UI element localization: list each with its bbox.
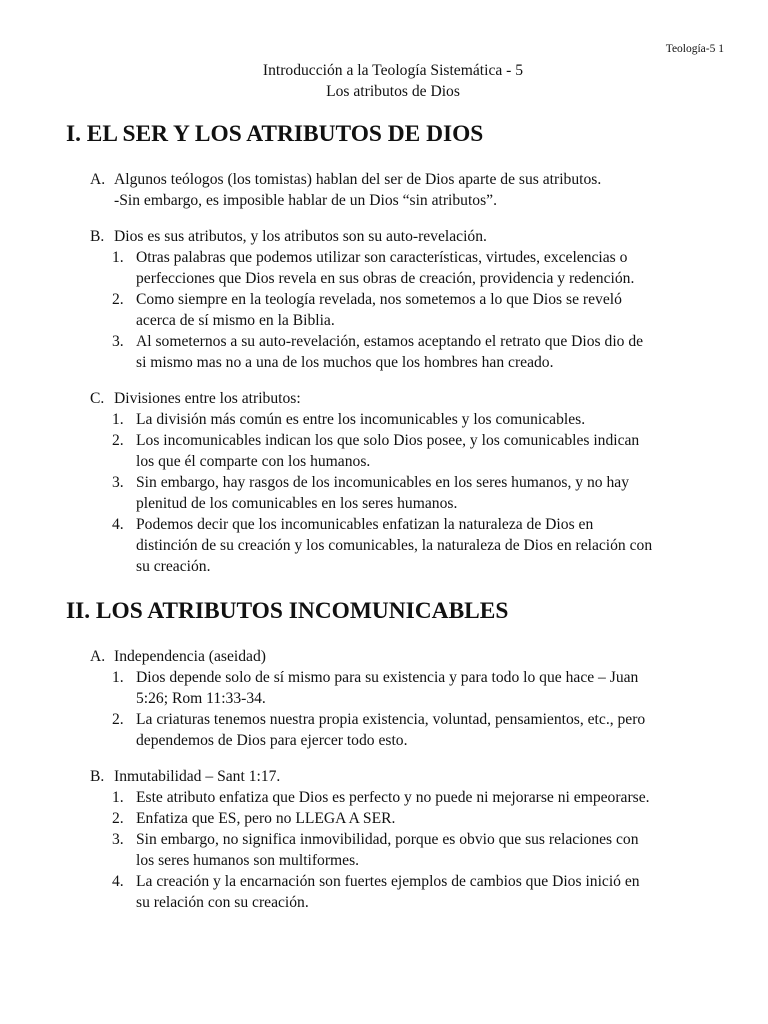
outline-block [66, 388, 726, 577]
list-item [66, 808, 726, 829]
spacer [66, 211, 726, 226]
spacer [66, 373, 726, 388]
list-item-text: Este atributo enfatiza que Dios es perfecto y no puede ni mejorarse ni empeorarse. [136, 789, 650, 806]
list-number: 2. [112, 810, 124, 827]
list-item-text: La criaturas tenemos nuestra propia existencia, voluntad, pensamientos, etc., pero [136, 711, 646, 728]
list-item-text: 5:26; Rom 11:33-34. [136, 690, 266, 707]
list-item [66, 514, 726, 535]
list-item [66, 409, 726, 430]
list-number: 1. [112, 411, 124, 428]
document-title-block [0, 60, 768, 102]
document-subtitle: Los atributos de Dios [326, 83, 460, 100]
list-item-text: acerca de sí mismo en la Biblia. [136, 312, 335, 329]
outline-point [66, 226, 726, 247]
list-item [66, 730, 726, 751]
list-item-text: Enfatiza que ES, pero no LLEGA A SER. [136, 810, 396, 827]
list-item-text: perfecciones que Dios revela en sus obras de creación, providencia y redención. [136, 270, 635, 287]
spacer [66, 622, 726, 646]
list-number: 3. [112, 333, 124, 350]
list-item [66, 430, 726, 451]
list-item-text: Sin embargo, no significa inmovibilidad, porque es obvio que sus relaciones con [136, 831, 639, 848]
numbered-list [66, 409, 726, 577]
list-number: 4. [112, 873, 124, 890]
list-item [66, 472, 726, 493]
list-item-text: los que él comparte con los humanos. [136, 453, 371, 470]
list-item-text: dependemos de Dios para ejercer todo esto. [136, 732, 408, 749]
outline-text: Dios es sus atributos, y los atributos son su auto-revelación. [114, 228, 487, 245]
outline-marker: B. [90, 768, 105, 785]
list-item-text: Podemos decir que los incomunicables enfatizan la naturaleza de Dios en [136, 516, 594, 533]
list-item-text: Dios depende solo de sí mismo para su existencia y para todo lo que hace – Juan [136, 669, 639, 686]
section-heading: I. EL SER Y LOS ATRIBUTOS DE DIOS [66, 121, 484, 147]
outline-block [66, 766, 726, 913]
outline-block [66, 226, 726, 373]
outline-marker: C. [90, 390, 105, 407]
outline-marker: A. [90, 648, 106, 665]
section [66, 598, 726, 913]
list-item [66, 892, 726, 913]
list-item-text: Sin embargo, hay rasgos de los incomunicables en los seres humanos, y no hay [136, 474, 629, 491]
document-title: Introducción a la Teología Sistemática - 5 [262, 62, 524, 79]
list-number: 1. [112, 669, 124, 686]
outline-text: Independencia (aseidad) [114, 648, 266, 665]
section-heading: II. LOS ATRIBUTOS INCOMUNICABLES [66, 598, 509, 624]
outline-point [66, 646, 726, 667]
list-item [66, 871, 726, 892]
list-item-text: La creación y la encarnación son fuertes ejemplos de cambios que Dios inició en [136, 873, 640, 890]
outline-note: -Sin embargo, es imposible hablar de un Dios “sin atributos”. [114, 192, 497, 209]
list-number: 3. [112, 474, 124, 491]
numbered-list [66, 787, 726, 913]
numbered-list [66, 247, 726, 373]
list-item [66, 451, 726, 472]
list-item [66, 535, 726, 556]
list-item [66, 709, 726, 730]
list-number: 3. [112, 831, 124, 848]
list-item-text: su creación. [136, 558, 211, 575]
list-number: 2. [112, 432, 124, 449]
outline-marker: B. [90, 228, 105, 245]
list-item-text: los seres humanos son multiformes. [136, 852, 360, 869]
outline-block [66, 646, 726, 751]
list-item [66, 289, 726, 310]
outline-point [66, 388, 726, 409]
numbered-list [66, 667, 726, 751]
list-item [66, 247, 726, 268]
outline-point [66, 766, 726, 787]
spacer [66, 751, 726, 766]
list-item [66, 667, 726, 688]
list-item [66, 556, 726, 577]
list-item-text: Al someternos a su auto-revelación, estamos aceptando el retrato que Dios dio de [136, 333, 644, 350]
list-item [66, 850, 726, 871]
outline-block [66, 169, 726, 211]
list-number: 2. [112, 291, 124, 308]
list-item-text: distinción de su creación y los comunicables, la naturaleza de Dios en relación con [136, 537, 653, 554]
outline-point [66, 169, 726, 190]
list-number: 1. [112, 789, 124, 806]
list-item [66, 688, 726, 709]
document-body [66, 121, 726, 913]
outline-text: Inmutabilidad – Sant 1:17. [114, 768, 281, 785]
list-item [66, 829, 726, 850]
list-item-text: La división más común es entre los incomunicables y los comunicables. [136, 411, 586, 428]
outline-marker: A. [90, 171, 106, 188]
outline-text: Divisiones entre los atributos: [114, 390, 301, 407]
list-item-text: Como siempre en la teología revelada, nos sometemos a lo que Dios se reveló [136, 291, 622, 308]
list-item [66, 352, 726, 373]
list-number: 1. [112, 249, 124, 266]
list-number: 4. [112, 516, 124, 533]
list-item [66, 268, 726, 289]
list-item-text: si mismo mas no a una de los muchos que los hombres han creado. [136, 354, 554, 371]
list-item [66, 310, 726, 331]
spacer [66, 145, 726, 169]
list-item [66, 493, 726, 514]
list-number: 2. [112, 711, 124, 728]
list-item [66, 331, 726, 352]
outline-text: Algunos teólogos (los tomistas) hablan del ser de Dios aparte de sus atributos. [114, 171, 602, 188]
list-item-text: su relación con su creación. [136, 894, 309, 911]
section [66, 121, 726, 577]
list-item [66, 787, 726, 808]
list-item-text: Los incomunicables indican los que solo Dios posee, y los comunicables indican [136, 432, 640, 449]
list-item-text: Otras palabras que podemos utilizar son características, virtudes, excelencias o [136, 249, 628, 266]
page-number: Teología-5 1 [665, 43, 724, 55]
list-item-text: plenitud de los comunicables en los seres humanos. [136, 495, 458, 512]
